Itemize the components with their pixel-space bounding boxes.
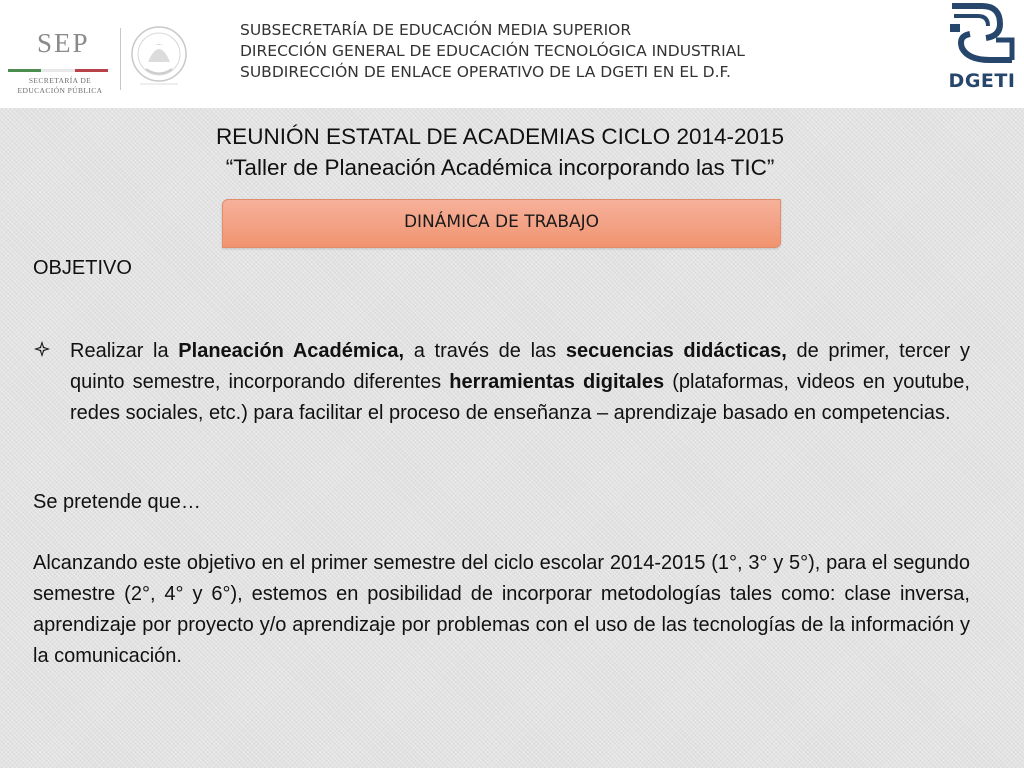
header-line-1: SUBSECRETARÍA DE EDUCACIÓN MEDIA SUPERIOR <box>240 21 632 39</box>
dgeti-logo-text: DGETI <box>948 70 1016 92</box>
sep-logo <box>8 22 108 98</box>
header-divider <box>120 28 121 90</box>
bullet-text-segment: a través de las <box>404 340 566 362</box>
final-paragraph: Alcanzando este objetivo en el primer semestre del ciclo escolar 2014-2015 (1°, 3° y 5°), para el segundo semestre (2°, 4° y 6°), estemos en posibilidad de incorporar metodologías tales como: clase inversa, aprendizaje por proyecto y/o aprendizaje por problemas con el uso de las tecnologías de la información y la comunicación. <box>33 552 970 667</box>
header-institution-lines <box>240 20 890 83</box>
objective-bullet <box>33 336 970 429</box>
title-line-2: “Taller de Planeación Académica incorporando las TIC” <box>225 155 775 180</box>
section-banner <box>222 199 781 248</box>
objective-heading: OBJETIVO <box>33 257 132 279</box>
objective-bullet-text <box>70 336 970 429</box>
header-line-3: SUBDIRECCIÓN DE ENLACE OPERATIVO DE LA DGETI EN EL D.F. <box>240 63 731 81</box>
bullet-bold-segment: Planeación Académica, <box>178 340 405 362</box>
stripe-white <box>41 69 75 72</box>
dgeti-emblem-icon <box>940 0 1024 70</box>
national-seal-icon <box>130 14 188 98</box>
slide-title <box>0 121 1000 183</box>
bullet-bold-segment: secuencias didácticas, <box>565 340 787 362</box>
bullet-text-segment: de primer, tercer y quinto semestre, incorporando diferentes <box>70 340 970 393</box>
title-line-1: REUNIÓN ESTATAL DE ACADEMIAS CICLO 2014-2015 <box>215 124 785 149</box>
sep-logo-word: SEP <box>37 28 90 58</box>
bullet-bold-segment: herramientas digitales <box>449 371 665 393</box>
bullet-text-segment: (plataformas, videos en youtube, redes sociales, etc.) para facilitar el proceso de enseñanza – aprendizaje basado en competencias. <box>70 371 970 424</box>
sep-logo-subtitle: SECRETARÍA DE EDUCACIÓN PÚBLICA <box>17 76 103 95</box>
dgeti-logo <box>940 0 1024 108</box>
bullet-text-segment: Realizar la <box>70 340 179 362</box>
header-line-2: DIRECCIÓN GENERAL DE EDUCACIÓN TECNOLÓGICA INDUSTRIAL <box>240 42 745 60</box>
stripe-green <box>8 69 41 72</box>
sep-logo-stripe <box>8 69 108 72</box>
stripe-red <box>75 69 108 72</box>
header-bar <box>0 0 1024 108</box>
se-pretende-text: Se pretende que… <box>33 491 201 513</box>
banner-label: DINÁMICA DE TRABAJO <box>403 212 600 232</box>
diamond-bullet-icon <box>33 340 51 358</box>
